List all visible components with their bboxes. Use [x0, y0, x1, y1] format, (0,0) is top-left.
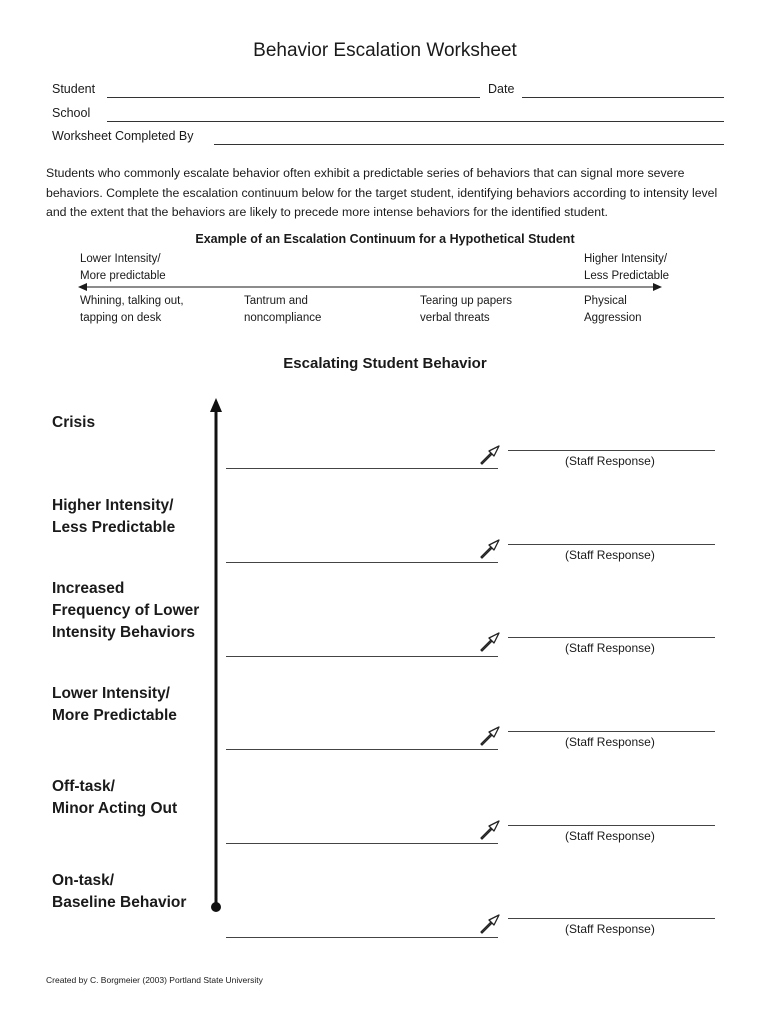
completed-by-label: Worksheet Completed By	[52, 129, 194, 143]
hollow-arrow-icon	[478, 537, 502, 561]
example-item: Tantrum and noncompliance	[244, 295, 322, 324]
level-label-lower-intensity: Lower Intensity/ More Predictable	[52, 685, 177, 724]
example-right-label: Higher Intensity/ Less Predictable	[584, 253, 670, 282]
behavior-entry-line[interactable]	[226, 656, 498, 657]
hollow-arrow-icon	[478, 630, 502, 654]
staff-response-label: (Staff Response)	[565, 548, 655, 562]
staff-response-line[interactable]	[508, 731, 715, 732]
behavior-entry-line[interactable]	[226, 562, 498, 563]
staff-response-line[interactable]	[508, 544, 715, 545]
level-label-on-task: On-task/ Baseline Behavior	[52, 872, 187, 911]
school-label: School	[52, 106, 91, 120]
staff-response-label: (Staff Response)	[565, 735, 655, 749]
hollow-arrow-icon	[478, 443, 502, 467]
example-item: Tearing up papers verbal threats	[420, 295, 513, 324]
behavior-entry-line[interactable]	[226, 749, 498, 750]
staff-response-line[interactable]	[508, 637, 715, 638]
example-left-label: Lower Intensity/ More predictable	[80, 253, 166, 282]
level-label-increased-frequency: Increased Frequency of Lower Intensity Behaviors	[52, 580, 200, 641]
school-field[interactable]	[107, 121, 724, 122]
behavior-entry-line[interactable]	[226, 843, 498, 844]
student-label: Student	[52, 82, 96, 96]
hollow-arrow-icon	[478, 912, 502, 936]
page-title: Behavior Escalation Worksheet	[253, 40, 517, 61]
level-label-off-task: Off-task/ Minor Acting Out	[52, 778, 178, 817]
level-label-higher-intensity: Higher Intensity/ Less Predictable	[52, 497, 176, 536]
student-field[interactable]	[107, 97, 480, 98]
example-title: Example of an Escalation Continuum for a Hypothetical Student	[195, 232, 575, 246]
example-item: Physical Aggression	[584, 295, 642, 324]
staff-response-label: (Staff Response)	[565, 922, 655, 936]
behavior-entry-line[interactable]	[226, 468, 498, 469]
footer-credit: Created by C. Borgmeier (2003) Portland State University	[46, 975, 263, 985]
date-label: Date	[488, 82, 515, 96]
staff-response-line[interactable]	[508, 825, 715, 826]
hollow-arrow-icon	[478, 818, 502, 842]
staff-response-label: (Staff Response)	[565, 829, 655, 843]
hollow-arrow-icon	[478, 724, 502, 748]
level-label-crisis: Crisis	[52, 414, 96, 431]
behavior-entry-line[interactable]	[226, 937, 498, 938]
example-double-arrow	[78, 280, 662, 294]
staff-response-label: (Staff Response)	[565, 454, 655, 468]
escalation-arrow	[204, 398, 228, 918]
section-title: Escalating Student Behavior	[283, 355, 487, 372]
example-item: Whining, talking out, tapping on desk	[80, 295, 184, 324]
completed-by-field[interactable]	[214, 144, 724, 145]
staff-response-label: (Staff Response)	[565, 641, 655, 655]
staff-response-line[interactable]	[508, 450, 715, 451]
intro-paragraph: Students who commonly escalate behavior often exhibit a predictable series of behaviors that can signal more severe behaviors. Complete the escalation continuum below for the target student, identifying behaviors according to intensity level and the extent that the behaviors are likely to precede more intense behaviors for the identified student.	[46, 166, 718, 219]
staff-response-line[interactable]	[508, 918, 715, 919]
date-field[interactable]	[522, 97, 724, 98]
